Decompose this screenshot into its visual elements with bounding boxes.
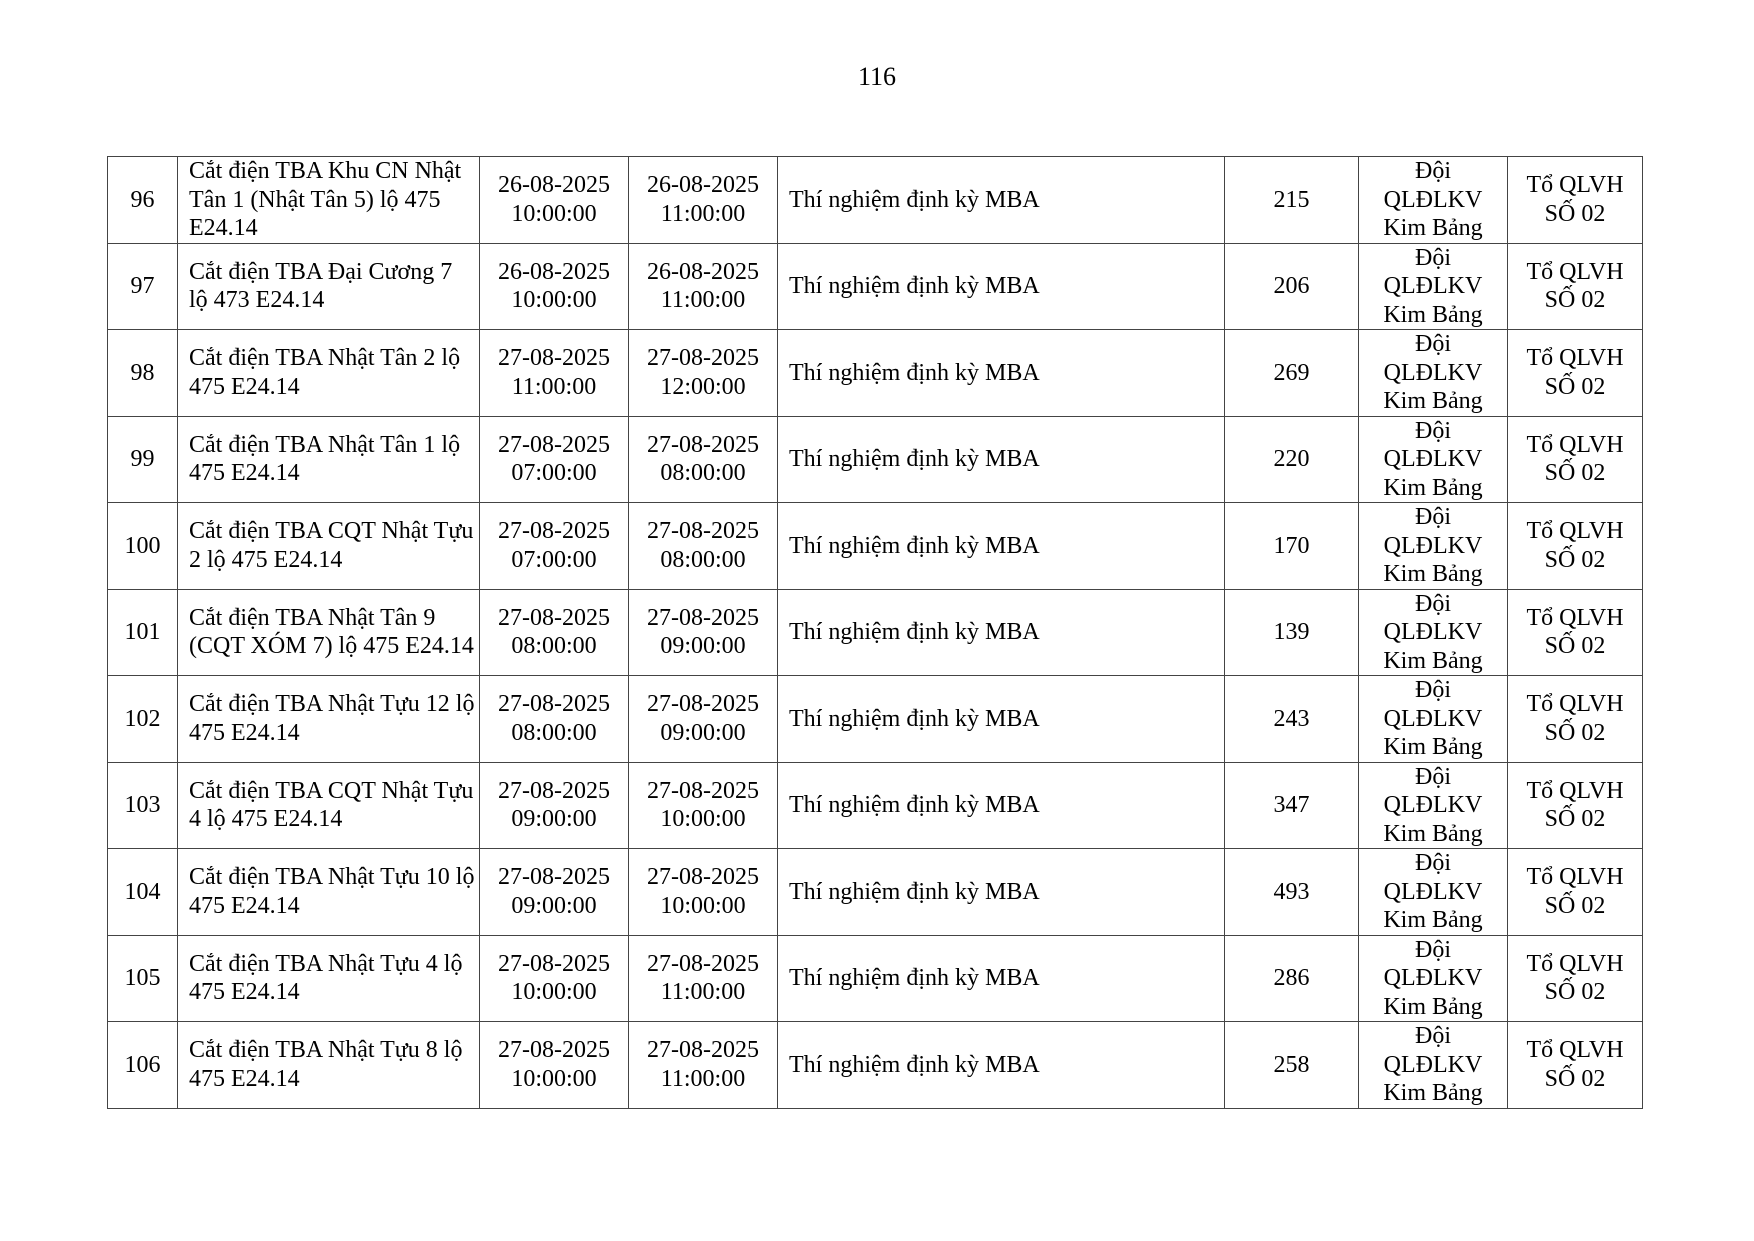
table-row bbox=[108, 503, 1643, 590]
managing-unit-line: QLĐLKV bbox=[1383, 878, 1483, 905]
operating-team-line: SỐ 02 bbox=[1544, 806, 1606, 833]
end-time-cell bbox=[629, 849, 778, 936]
operating-team-line: SỐ 02 bbox=[1544, 546, 1606, 573]
end-date: 27-08-2025 bbox=[647, 864, 759, 891]
start-date: 27-08-2025 bbox=[498, 431, 610, 458]
start-date: 27-08-2025 bbox=[498, 777, 610, 804]
managing-unit-line: Kim Bảng bbox=[1383, 388, 1483, 414]
table-row bbox=[108, 416, 1643, 503]
table-row bbox=[108, 849, 1643, 936]
customer-count: 347 bbox=[1225, 762, 1359, 849]
row-number: 106 bbox=[108, 1022, 178, 1109]
start-time: 09:00:00 bbox=[511, 892, 597, 919]
end-time-cell bbox=[629, 762, 778, 849]
managing-unit-line: Đội bbox=[1415, 763, 1451, 790]
end-time-cell bbox=[629, 416, 778, 503]
start-time-cell bbox=[480, 416, 629, 503]
operating-team bbox=[1508, 849, 1643, 936]
start-time-cell bbox=[480, 330, 629, 417]
start-time: 10:00:00 bbox=[511, 287, 597, 314]
table-row bbox=[108, 935, 1643, 1022]
managing-unit bbox=[1359, 1022, 1508, 1109]
end-date: 27-08-2025 bbox=[647, 777, 759, 804]
managing-unit-line: QLĐLKV bbox=[1383, 965, 1483, 991]
managing-unit-line: QLĐLKV bbox=[1383, 273, 1483, 299]
managing-unit-line: QLĐLKV bbox=[1383, 186, 1483, 213]
operating-team-line: Tổ QLVH bbox=[1526, 345, 1624, 372]
managing-unit bbox=[1359, 676, 1508, 763]
managing-unit-line: Kim Bảng bbox=[1383, 561, 1483, 587]
end-time-cell bbox=[629, 935, 778, 1022]
start-time-cell bbox=[480, 589, 629, 676]
end-time-cell bbox=[629, 589, 778, 676]
operating-team-line: Tổ QLVH bbox=[1526, 950, 1624, 977]
end-date: 26-08-2025 bbox=[647, 172, 759, 199]
operating-team-line: SỐ 02 bbox=[1544, 892, 1606, 919]
managing-unit-line: Kim Bảng bbox=[1383, 993, 1483, 1020]
outage-description: Cắt điện TBA CQT Nhật Tựu 4 lộ 475 E24.14 bbox=[178, 762, 480, 849]
end-date: 27-08-2025 bbox=[647, 431, 759, 458]
start-date: 27-08-2025 bbox=[498, 604, 610, 631]
start-date: 27-08-2025 bbox=[498, 518, 610, 545]
outage-reason: Thí nghiệm định kỳ MBA bbox=[778, 849, 1225, 936]
start-time-cell bbox=[480, 1022, 629, 1109]
outage-description: Cắt điện TBA Nhật Tân 2 lộ 475 E24.14 bbox=[178, 330, 480, 417]
managing-unit-line: Kim Bảng bbox=[1383, 647, 1483, 674]
end-time: 08:00:00 bbox=[660, 546, 746, 573]
start-time: 08:00:00 bbox=[511, 633, 597, 660]
operating-team bbox=[1508, 330, 1643, 417]
end-time: 11:00:00 bbox=[660, 287, 746, 314]
managing-unit-line: Đội bbox=[1415, 158, 1451, 184]
outage-reason: Thí nghiệm định kỳ MBA bbox=[778, 330, 1225, 417]
start-time: 10:00:00 bbox=[511, 1065, 597, 1092]
managing-unit-line: QLĐLKV bbox=[1383, 792, 1483, 818]
managing-unit-line: Kim Bảng bbox=[1383, 215, 1483, 241]
outage-reason: Thí nghiệm định kỳ MBA bbox=[778, 503, 1225, 590]
row-number: 105 bbox=[108, 935, 178, 1022]
table-row bbox=[108, 676, 1643, 763]
start-time: 07:00:00 bbox=[511, 546, 597, 573]
managing-unit bbox=[1359, 849, 1508, 936]
end-date: 27-08-2025 bbox=[647, 1037, 759, 1064]
end-time: 11:00:00 bbox=[660, 979, 746, 1006]
managing-unit bbox=[1359, 243, 1508, 330]
start-time: 10:00:00 bbox=[511, 979, 597, 1006]
customer-count: 493 bbox=[1225, 849, 1359, 936]
operating-team bbox=[1508, 157, 1643, 244]
operating-team bbox=[1508, 1022, 1643, 1109]
managing-unit-line: Đội bbox=[1415, 936, 1451, 963]
start-time-cell bbox=[480, 676, 629, 763]
managing-unit-line: QLĐLKV bbox=[1383, 619, 1483, 645]
start-date: 27-08-2025 bbox=[498, 950, 610, 977]
managing-unit-line: QLĐLKV bbox=[1383, 705, 1483, 732]
managing-unit-line: Đội bbox=[1415, 504, 1451, 530]
customer-count: 215 bbox=[1225, 157, 1359, 244]
operating-team-line: SỐ 02 bbox=[1544, 460, 1606, 487]
managing-unit bbox=[1359, 589, 1508, 676]
operating-team-line: SỐ 02 bbox=[1544, 373, 1606, 400]
operating-team bbox=[1508, 589, 1643, 676]
customer-count: 170 bbox=[1225, 503, 1359, 590]
operating-team-line: Tổ QLVH bbox=[1526, 1037, 1624, 1064]
start-time: 08:00:00 bbox=[511, 719, 597, 746]
managing-unit-line: QLĐLKV bbox=[1383, 359, 1483, 386]
customer-count: 220 bbox=[1225, 416, 1359, 503]
end-time: 09:00:00 bbox=[660, 719, 746, 746]
operating-team-line: SỐ 02 bbox=[1544, 287, 1606, 314]
end-date: 26-08-2025 bbox=[647, 258, 759, 285]
row-number: 99 bbox=[108, 416, 178, 503]
operating-team-line: Tổ QLVH bbox=[1526, 864, 1624, 891]
row-number: 100 bbox=[108, 503, 178, 590]
table-row bbox=[108, 589, 1643, 676]
operating-team-line: Tổ QLVH bbox=[1526, 258, 1624, 285]
operating-team-line: Tổ QLVH bbox=[1526, 604, 1624, 631]
end-date: 27-08-2025 bbox=[647, 950, 759, 977]
outage-description: Cắt điện TBA Nhật Tân 9 (CQT XÓM 7) lộ 475 E24.14 bbox=[178, 589, 480, 676]
start-date: 27-08-2025 bbox=[498, 1037, 610, 1064]
outage-reason: Thí nghiệm định kỳ MBA bbox=[778, 416, 1225, 503]
end-time-cell bbox=[629, 1022, 778, 1109]
end-time: 10:00:00 bbox=[660, 806, 746, 833]
operating-team bbox=[1508, 503, 1643, 590]
start-time: 09:00:00 bbox=[511, 806, 597, 833]
managing-unit-line: Đội bbox=[1415, 331, 1451, 357]
row-number: 104 bbox=[108, 849, 178, 936]
end-time: 12:00:00 bbox=[660, 373, 746, 400]
customer-count: 269 bbox=[1225, 330, 1359, 417]
managing-unit-line: Kim Bảng bbox=[1383, 820, 1483, 847]
start-time: 11:00:00 bbox=[511, 373, 597, 400]
operating-team bbox=[1508, 416, 1643, 503]
customer-count: 258 bbox=[1225, 1022, 1359, 1109]
table-row bbox=[108, 330, 1643, 417]
operating-team-line: Tổ QLVH bbox=[1526, 172, 1624, 199]
table-row bbox=[108, 243, 1643, 330]
outage-description: Cắt điện TBA Khu CN Nhật Tân 1 (Nhật Tân 5) lộ 475 E24.14 bbox=[178, 157, 480, 244]
start-time-cell bbox=[480, 935, 629, 1022]
managing-unit bbox=[1359, 157, 1508, 244]
managing-unit-line: Kim Bảng bbox=[1383, 1080, 1483, 1106]
outage-reason: Thí nghiệm định kỳ MBA bbox=[778, 589, 1225, 676]
row-number: 103 bbox=[108, 762, 178, 849]
end-time-cell bbox=[629, 243, 778, 330]
managing-unit-line: Kim Bảng bbox=[1383, 907, 1483, 933]
managing-unit-line: Đội bbox=[1415, 677, 1451, 703]
operating-team-line: SỐ 02 bbox=[1544, 200, 1606, 227]
outage-description: Cắt điện TBA Nhật Tựu 10 lộ 475 E24.14 bbox=[178, 849, 480, 936]
end-time-cell bbox=[629, 676, 778, 763]
customer-count: 206 bbox=[1225, 243, 1359, 330]
outage-description: Cắt điện TBA CQT Nhật Tựu 2 lộ 475 E24.14 bbox=[178, 503, 480, 590]
operating-team-line: Tổ QLVH bbox=[1526, 691, 1624, 718]
row-number: 98 bbox=[108, 330, 178, 417]
end-time-cell bbox=[629, 330, 778, 417]
operating-team-line: Tổ QLVH bbox=[1526, 518, 1624, 545]
customer-count: 286 bbox=[1225, 935, 1359, 1022]
outage-description: Cắt điện TBA Nhật Tân 1 lộ 475 E24.14 bbox=[178, 416, 480, 503]
operating-team-line: SỐ 02 bbox=[1544, 719, 1606, 746]
row-number: 96 bbox=[108, 157, 178, 244]
end-date: 27-08-2025 bbox=[647, 604, 759, 631]
start-date: 27-08-2025 bbox=[498, 691, 610, 718]
row-number: 101 bbox=[108, 589, 178, 676]
outage-reason: Thí nghiệm định kỳ MBA bbox=[778, 676, 1225, 763]
managing-unit-line: QLĐLKV bbox=[1383, 1051, 1483, 1078]
row-number: 97 bbox=[108, 243, 178, 330]
operating-team bbox=[1508, 762, 1643, 849]
operating-team bbox=[1508, 243, 1643, 330]
outage-schedule-table bbox=[107, 156, 1643, 1109]
start-date: 26-08-2025 bbox=[498, 258, 610, 285]
start-date: 27-08-2025 bbox=[498, 864, 610, 891]
outage-reason: Thí nghiệm định kỳ MBA bbox=[778, 762, 1225, 849]
managing-unit-line: Đội bbox=[1415, 244, 1451, 271]
operating-team-line: Tổ QLVH bbox=[1526, 777, 1624, 804]
managing-unit-line: Đội bbox=[1415, 590, 1451, 617]
end-time: 08:00:00 bbox=[660, 460, 746, 487]
start-time-cell bbox=[480, 243, 629, 330]
end-time-cell bbox=[629, 503, 778, 590]
outage-description: Cắt điện TBA Đại Cương 7 lộ 473 E24.14 bbox=[178, 243, 480, 330]
outage-reason: Thí nghiệm định kỳ MBA bbox=[778, 157, 1225, 244]
page-number: 116 bbox=[857, 62, 897, 91]
customer-count: 243 bbox=[1225, 676, 1359, 763]
managing-unit-line: QLĐLKV bbox=[1383, 532, 1483, 559]
outage-reason: Thí nghiệm định kỳ MBA bbox=[778, 935, 1225, 1022]
table-row bbox=[108, 762, 1643, 849]
managing-unit-line: Kim Bảng bbox=[1383, 734, 1483, 760]
start-date: 26-08-2025 bbox=[498, 172, 610, 199]
start-date: 27-08-2025 bbox=[498, 345, 610, 372]
start-time-cell bbox=[480, 849, 629, 936]
managing-unit bbox=[1359, 330, 1508, 417]
outage-description: Cắt điện TBA Nhật Tựu 8 lộ 475 E24.14 bbox=[178, 1022, 480, 1109]
end-time: 11:00:00 bbox=[660, 1065, 746, 1092]
start-time: 10:00:00 bbox=[511, 200, 597, 227]
outage-description: Cắt điện TBA Nhật Tựu 12 lộ 475 E24.14 bbox=[178, 676, 480, 763]
start-time-cell bbox=[480, 762, 629, 849]
start-time-cell bbox=[480, 157, 629, 244]
end-time: 09:00:00 bbox=[660, 633, 746, 660]
start-time: 07:00:00 bbox=[511, 460, 597, 487]
table-row bbox=[108, 157, 1643, 244]
outage-description: Cắt điện TBA Nhật Tựu 4 lộ 475 E24.14 bbox=[178, 935, 480, 1022]
end-date: 27-08-2025 bbox=[647, 518, 759, 545]
table-body bbox=[108, 157, 1643, 1109]
managing-unit-line: Kim Bảng bbox=[1383, 474, 1483, 501]
managing-unit bbox=[1359, 503, 1508, 590]
managing-unit-line: Đội bbox=[1415, 417, 1451, 444]
start-time-cell bbox=[480, 503, 629, 590]
outage-reason: Thí nghiệm định kỳ MBA bbox=[778, 1022, 1225, 1109]
row-number: 102 bbox=[108, 676, 178, 763]
managing-unit bbox=[1359, 762, 1508, 849]
end-time: 10:00:00 bbox=[660, 892, 746, 919]
end-date: 27-08-2025 bbox=[647, 691, 759, 718]
managing-unit bbox=[1359, 416, 1508, 503]
operating-team bbox=[1508, 676, 1643, 763]
end-time-cell bbox=[629, 157, 778, 244]
managing-unit bbox=[1359, 935, 1508, 1022]
operating-team-line: SỐ 02 bbox=[1544, 979, 1606, 1006]
table-row bbox=[108, 1022, 1643, 1109]
managing-unit-line: QLĐLKV bbox=[1383, 446, 1483, 472]
managing-unit-line: Đội bbox=[1415, 1023, 1451, 1049]
outage-reason: Thí nghiệm định kỳ MBA bbox=[778, 243, 1225, 330]
customer-count: 139 bbox=[1225, 589, 1359, 676]
managing-unit-line: Đội bbox=[1415, 850, 1451, 876]
end-time: 11:00:00 bbox=[660, 200, 746, 227]
operating-team bbox=[1508, 935, 1643, 1022]
end-date: 27-08-2025 bbox=[647, 345, 759, 372]
operating-team-line: SỐ 02 bbox=[1544, 1065, 1606, 1092]
managing-unit-line: Kim Bảng bbox=[1383, 301, 1483, 328]
operating-team-line: Tổ QLVH bbox=[1526, 431, 1624, 458]
operating-team-line: SỐ 02 bbox=[1544, 633, 1606, 660]
